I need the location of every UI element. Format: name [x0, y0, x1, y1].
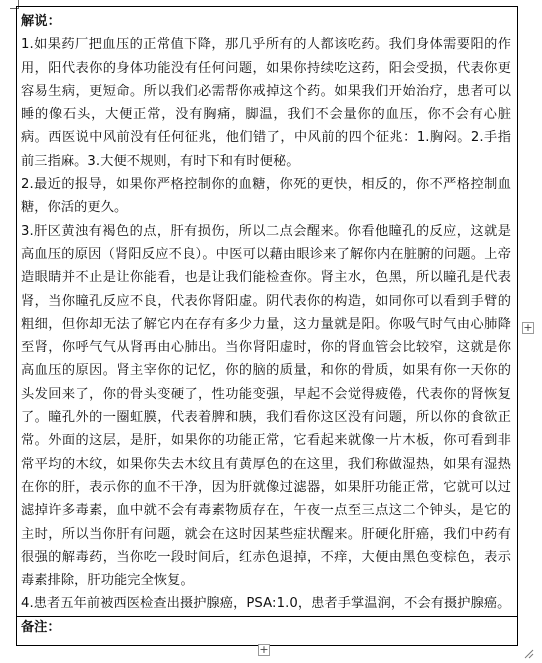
paragraph-3: 3.肝区黄浊有褐色的点，肝有损伤，所以二点会醒来。你看他瞳孔的反应，这就是高血压的原因（肾阳反应不良）。中医可以藉由眼诊来了解你内在脏腑的问题。上帝造眼睛并不止是让你能看，也是让我们能检查你。肾主水，色黑，所以瞳孔是代表肾，当你瞳孔反应不良，代表你肾阳虚。阴代表你的构造，如同你可以看到手臂的粗细，但你却无法了解它内在存有多少力量，这力量就是阳。你吸气时气由心肺降至肾，你呼气气从肾再由心肺出。当你肾阳虚时，你的肾血管会比较窄，这就是你高血压的原因。肾主宰你的记忆，你的脑的质量，和你的骨质，如果有你一天你的头发回来了，你的骨头变硬了，性功能变强，早起不会觉得疲倦，代表你的肾恢复了。瞳孔外的一圈虹膜，代表着脾和胰，我们看你这区没有问题，所以你的食欲正常。外面的这层，是肝，如果你的功能正常，它看起来就像一片木板，你可看到非常平均的木纹，如果你失去木纹且有黄厚色的在这里，我们称做湿热，如果有湿热在你的肝，表示你的血不干净，因为肝就像过滤器，如果肝功能正常，它就可以过滤掉许多毒素，血中就不会有毒素物质存在，午夜一点至三点这二个钟头，是它的主时，所以当你肝有问题，就会在这时因某些症状醒来。肝硬化肝癌，我们中药有很强的解毒药，当你吃一段时间后，红赤色退掉，不痒，大便由黑色变棕色，表示毒素排除，肝功能完全恢复。: [21, 223, 511, 589]
paragraph-2: 2.最近的报导，如果你严格控制你的血糖，你死的更快，相反的，你不严格控制血糖，你活的更久。: [21, 177, 511, 216]
paragraph-4: 4.患者五年前被西医检查出摄护腺癌，PSA:1.0，患者手掌温润，不会有摄护腺癌。: [21, 596, 511, 612]
paragraph-1: 1.如果药厂把血压的正常值下降，那几乎所有的人都该吃药。我们身体需要阳的作用，阳代表你的身体功能没有任何问题，如果你持续吃这药，阳会受损，代表你更容易生病，更短命。所以我们必需帮你戒掉这个药。如果我们开始治疗，患者可以睡的像石头，大便正常，没有胸痛，脚温，我们不会量你的血压，你不会有心脏病。西医说中风前没有任何征兆，他们错了，中风前的四个征兆：1.胸闷。2.手指前三指麻。3.大便不规则，有时下和有时便秘。: [21, 37, 511, 169]
explanation-heading: 解说：: [21, 14, 61, 29]
add-column-handle[interactable]: +: [523, 321, 533, 334]
document-table: [16, 6, 518, 646]
remarks-label[interactable]: 备注：: [21, 620, 61, 635]
table-resize-handle[interactable]: [522, 644, 534, 656]
add-row-handle[interactable]: +: [259, 643, 269, 656]
explanation-cell[interactable]: [21, 10, 511, 616]
table-row-divider: [17, 616, 517, 617]
resize-grip-icon: [522, 647, 534, 659]
